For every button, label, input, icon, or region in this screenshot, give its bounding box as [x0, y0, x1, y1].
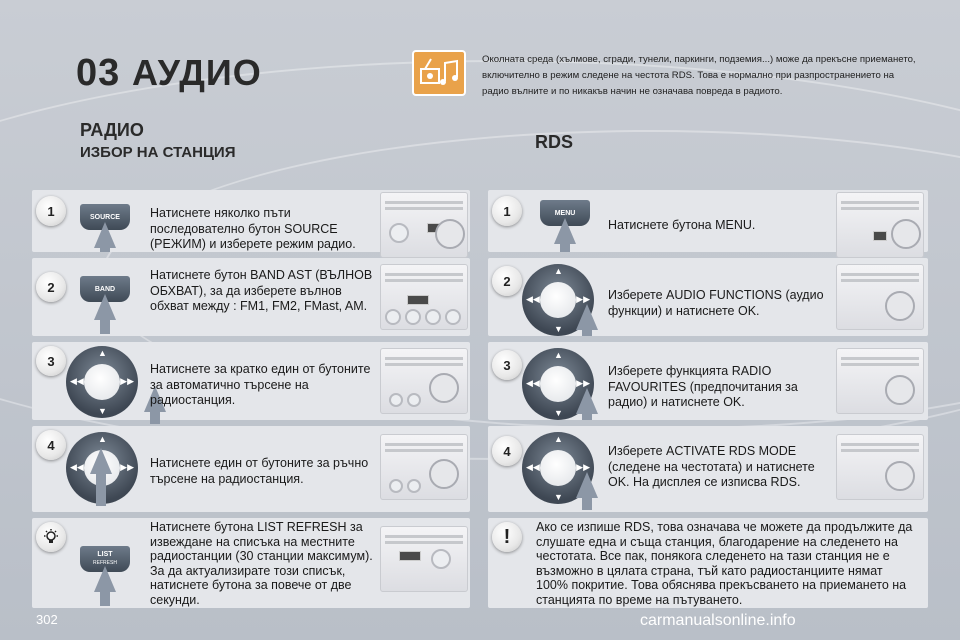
radio-panel-thumbnail	[380, 526, 468, 592]
navigation-pad-icon: ◀◀ ▶▶ ▲ ▼	[522, 432, 594, 504]
navigation-pad-icon: ◀◀ ▶▶ ▲ ▼	[66, 346, 138, 418]
source-button: SOURCE	[80, 204, 130, 230]
step-text: Натиснете за кратко един от бутоните за автоматично търсене на радиостанция.	[150, 362, 371, 407]
navigation-pad-icon: ◀◀ ▶▶ ▲	[66, 432, 138, 504]
step-text: Натиснете няколко пъти последователно бутон SOURCE (РЕЖИМ) и изберете режим радио.	[150, 206, 356, 251]
arrow-stem	[100, 248, 110, 252]
radio-panel-thumbnail	[836, 434, 924, 500]
watermark: carmanualsonline.info	[640, 612, 796, 629]
arrow-up-icon	[576, 304, 598, 330]
section-title-radio: РАДИО	[80, 120, 144, 140]
arrow-stem	[560, 244, 570, 252]
step-text: Изберете AUDIO FUNCTIONS (аудио функции) и натиснете OK.	[608, 288, 824, 318]
navigation-pad-icon: ◀◀ ▶▶ ▲ ▼	[522, 348, 594, 420]
step-number: 1	[492, 196, 522, 226]
step-text: Натиснете бутона MENU.	[608, 218, 756, 232]
step-text: Натиснете един от бутоните за ръчно търсене на радиостанция.	[150, 456, 369, 486]
intro-text: Околната среда (хълмове, сгради, тунели, паркинги, подземия...) може да прекъсне приемането, включително в режим следене на честота RDS. Това е нормално при разпространението на радио вълните и по никакъв начин не означава повреда в радиото.	[482, 54, 916, 97]
step-text: Натиснете бутон BAND AST (ВЪЛНОВ ОБХВАТ), за да изберете вълнов обхват между : FM1, FM2, FMast, AM.	[150, 268, 373, 313]
step-number: 3	[492, 350, 522, 380]
warning-text: Ако се изпише RDS, това означава че можете да продължите да слушате една и съща станция, благодарение на следенето на честотата. Все пак, понякога следенето на тази станция не е възможно в цялата страна, тъй като радиостанциите нямат 100% покритие. Това обяснява прекъсването на приемането на станцията по време на пътуването.	[536, 520, 913, 607]
arrow-stem	[582, 496, 592, 510]
step-number: 4	[492, 436, 522, 466]
radio-music-icon	[412, 50, 466, 96]
list-button-label: LIST	[97, 551, 113, 558]
chapter-number: 03	[76, 52, 121, 94]
step-text: Изберете ACTIVATE RDS MODE (следене на честотата) и натиснете OK. На дисплея се изписва RDS.	[608, 444, 815, 489]
exclamation-icon: !	[492, 522, 522, 552]
refresh-button-label: REFRESH	[93, 560, 117, 566]
arrow-up-icon	[94, 222, 116, 248]
radio-panel-thumbnail	[836, 192, 924, 258]
arrow-up-icon	[94, 294, 116, 320]
page-number: 302	[36, 612, 58, 627]
radio-panel-thumbnail	[380, 348, 468, 414]
arrow-up-icon	[90, 448, 112, 474]
lightbulb-icon	[36, 522, 66, 552]
menu-button: MENU	[540, 200, 590, 226]
navigation-pad-icon: ◀◀ ▶▶ ▲ ▼	[522, 264, 594, 336]
radio-panel-thumbnail	[380, 264, 468, 330]
step-number: 2	[36, 272, 66, 302]
arrow-up-icon	[576, 388, 598, 414]
arrow-stem	[96, 474, 106, 506]
radio-panel-thumbnail	[380, 192, 468, 258]
step-number: 2	[492, 266, 522, 296]
tip-text: Натиснете бутона LIST REFRESH за извеждане на списъка на местните радиостанции (30 станции максимум). За да актуализирате този списък, натиснете бутона за повече от две секунди.	[150, 520, 373, 607]
step-text: Изберете функцията RADIO FAVOURITES (предпочитания за радио) и натиснете OK.	[608, 364, 798, 409]
step-number: 1	[36, 196, 66, 226]
step-number: 3	[36, 346, 66, 376]
section-title-rds: RDS	[535, 132, 574, 152]
radio-panel-thumbnail	[380, 434, 468, 500]
page-title: АУДИО	[132, 52, 262, 93]
arrow-stem	[100, 320, 110, 334]
step-number: 4	[36, 430, 66, 460]
arrow-stem	[582, 412, 592, 420]
radio-panel-thumbnail	[836, 348, 924, 414]
section-subtitle: ИЗБОР НА СТАНЦИЯ	[80, 144, 236, 161]
band-button: BAND	[80, 276, 130, 302]
arrow-stem	[582, 328, 592, 336]
arrow-stem	[100, 592, 110, 606]
arrow-stem	[150, 410, 160, 424]
arrow-up-icon	[554, 218, 576, 244]
arrow-up-icon	[94, 566, 116, 592]
radio-panel-thumbnail	[836, 264, 924, 330]
arrow-up-icon	[576, 472, 598, 498]
